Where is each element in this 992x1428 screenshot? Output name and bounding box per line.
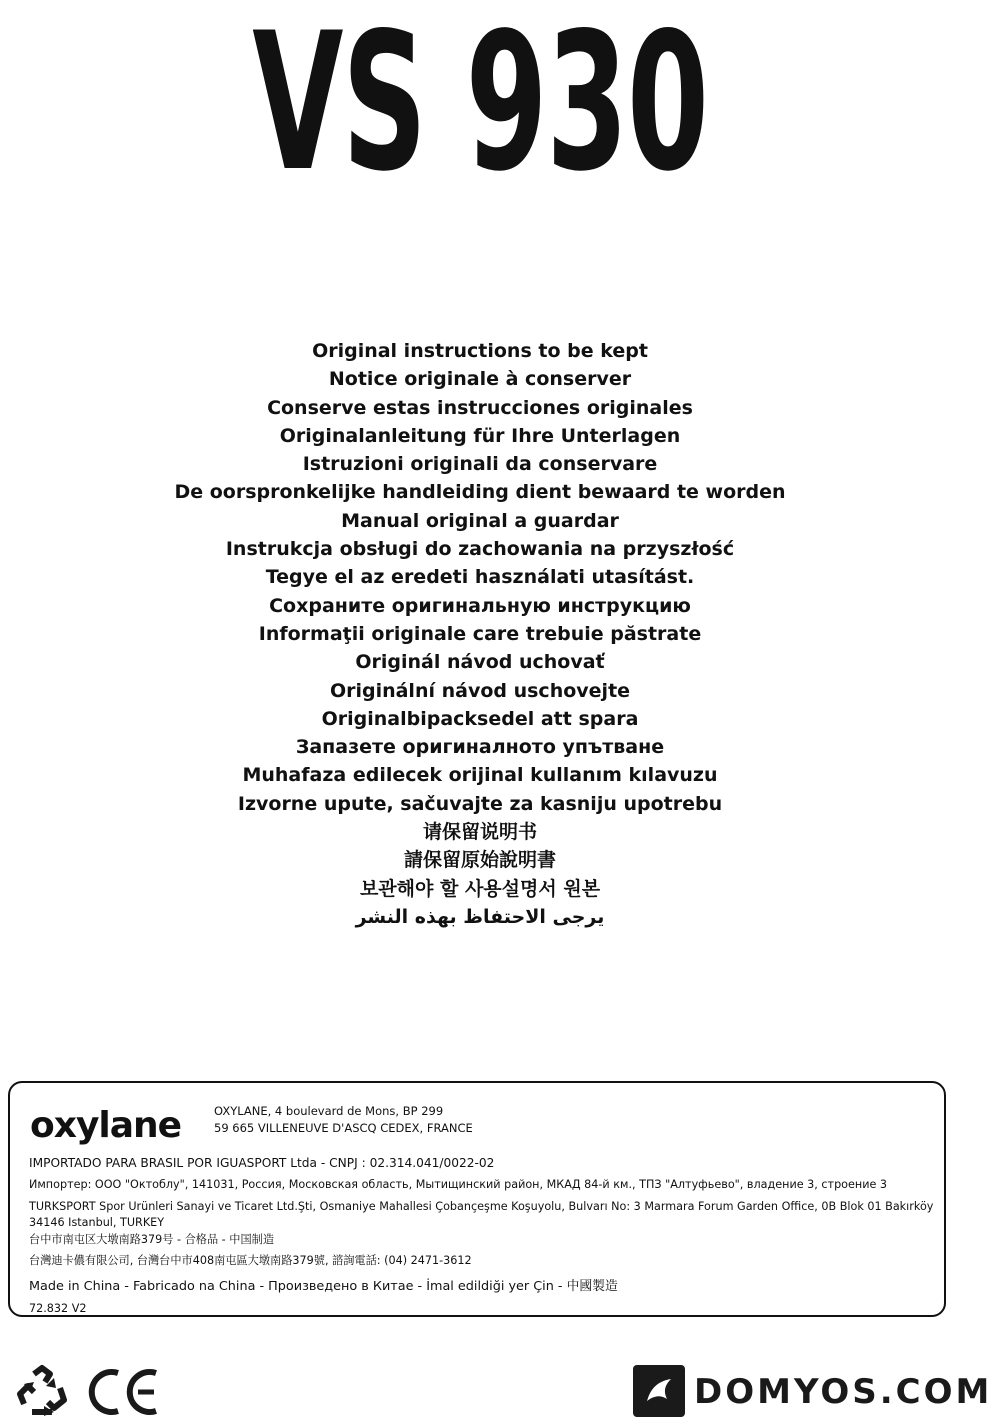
instruction-line: 請保留原始說明書 — [403, 849, 556, 872]
instruction-line: Originalbipacksedel att spara — [321, 707, 639, 730]
instruction-line: Informaţii originale care trebuie păstrate — [258, 622, 702, 645]
instruction-line: Сохраните оригинальную инструкцию — [269, 594, 691, 617]
domyos-logo-icon — [633, 1365, 685, 1417]
instruction-line: 请保留说明书 — [422, 821, 537, 844]
instruction-line: Istruzioni originali da conservare — [302, 453, 658, 476]
instruction-line: Muhafaza edilecek orijinal kullanım kılavuzu — [242, 764, 718, 787]
instruction-line: يرجى الاحتفاظ بهذه النشر — [355, 905, 605, 928]
instruction-line: Conserve estas instrucciones originales — [267, 396, 693, 419]
instruction-line: Originalanleitung für Ihre Unterlagen — [279, 424, 681, 447]
recycle-icon — [14, 1364, 70, 1420]
instructions-list — [0, 337, 960, 931]
instruction-line: Originální návod uschovejte — [329, 679, 631, 702]
oxylane-logo-wordmark: oxylane — [30, 1105, 182, 1146]
ce-mark-icon — [88, 1367, 164, 1417]
country-of-origin: Made in China - Fabricado na China - Произведено в Китае - İmal edildiği yer Çin - 中國製造 — [29, 1278, 618, 1294]
instruction-line: Instrukcja obsługi do zachowania na przyszłość — [225, 538, 735, 561]
oxylane-logo-icon — [30, 1101, 195, 1145]
instruction-line: Izvorne upute, sačuvajte za kasniju upotrebu — [237, 792, 723, 815]
instruction-line: Original instructions to be kept — [312, 340, 648, 362]
address-line: 59 665 VILLENEUVE D'ASCQ CEDEX, FRANCE — [214, 1121, 473, 1135]
importer-russia: Импортер: ООО "Октоблу", 141031, Россия, Московская область, Мытищинский район, МКАД 84-й км., ТПЗ "Алтуфьево", владение 3, строение 3 — [29, 1178, 888, 1191]
manufacturer-info-box — [8, 1081, 946, 1317]
manufacturer-address — [214, 1103, 473, 1137]
document-title: VS 930 — [252, 0, 708, 213]
importer-details — [29, 1154, 934, 1317]
importer-taiwan: 台中市南屯区大墩南路379号 - 合格品 - 中国制造 — [29, 1232, 275, 1246]
instruction-line: Notice originale à conserver — [328, 368, 632, 391]
instruction-line: Originál návod uchovať — [355, 651, 605, 674]
domyos-brand-text: DOMYOS.COM — [694, 1372, 992, 1412]
oxylane-logo — [30, 1101, 195, 1145]
importer-turkey-city: 34146 Istanbul, TURKEY — [29, 1216, 165, 1229]
instruction-line: Запазете оригиналното упътване — [295, 736, 665, 759]
instruction-line: Tegye el az eredeti használati utasítást. — [265, 566, 695, 589]
address-line: OXYLANE, 4 boulevard de Mons, BP 299 — [214, 1104, 444, 1118]
document-version: 72.832 V2 — [29, 1301, 87, 1315]
instruction-line: 보관해야 할 사용설명서 원본 — [359, 877, 601, 900]
importer-taiwan-address: 台灣迪卡儂有限公司, 台灣台中市408南屯區大墩南路379號, 諮詢電話: (04) 2471-3612 — [29, 1254, 472, 1267]
instruction-line: Manual original a guardar — [341, 509, 619, 532]
importer-brazil: IMPORTADO PARA BRASIL POR IGUASPORT Ltda - CNPJ : 02.314.041/0022-02 — [29, 1156, 495, 1170]
importer-turkey: TURKSPORT Spor Urünleri Sanayi ve Ticaret Ltd.Şti, Osmaniye Mahallesi Çobançeşme Koşuyolu, Bulvarı No: 3 Marmara Forum Garden Office, 0B Blok 01 Bakırköy — [29, 1199, 934, 1213]
instruction-line: De oorspronkelijke handleiding dient bewaard te worden — [174, 481, 786, 504]
